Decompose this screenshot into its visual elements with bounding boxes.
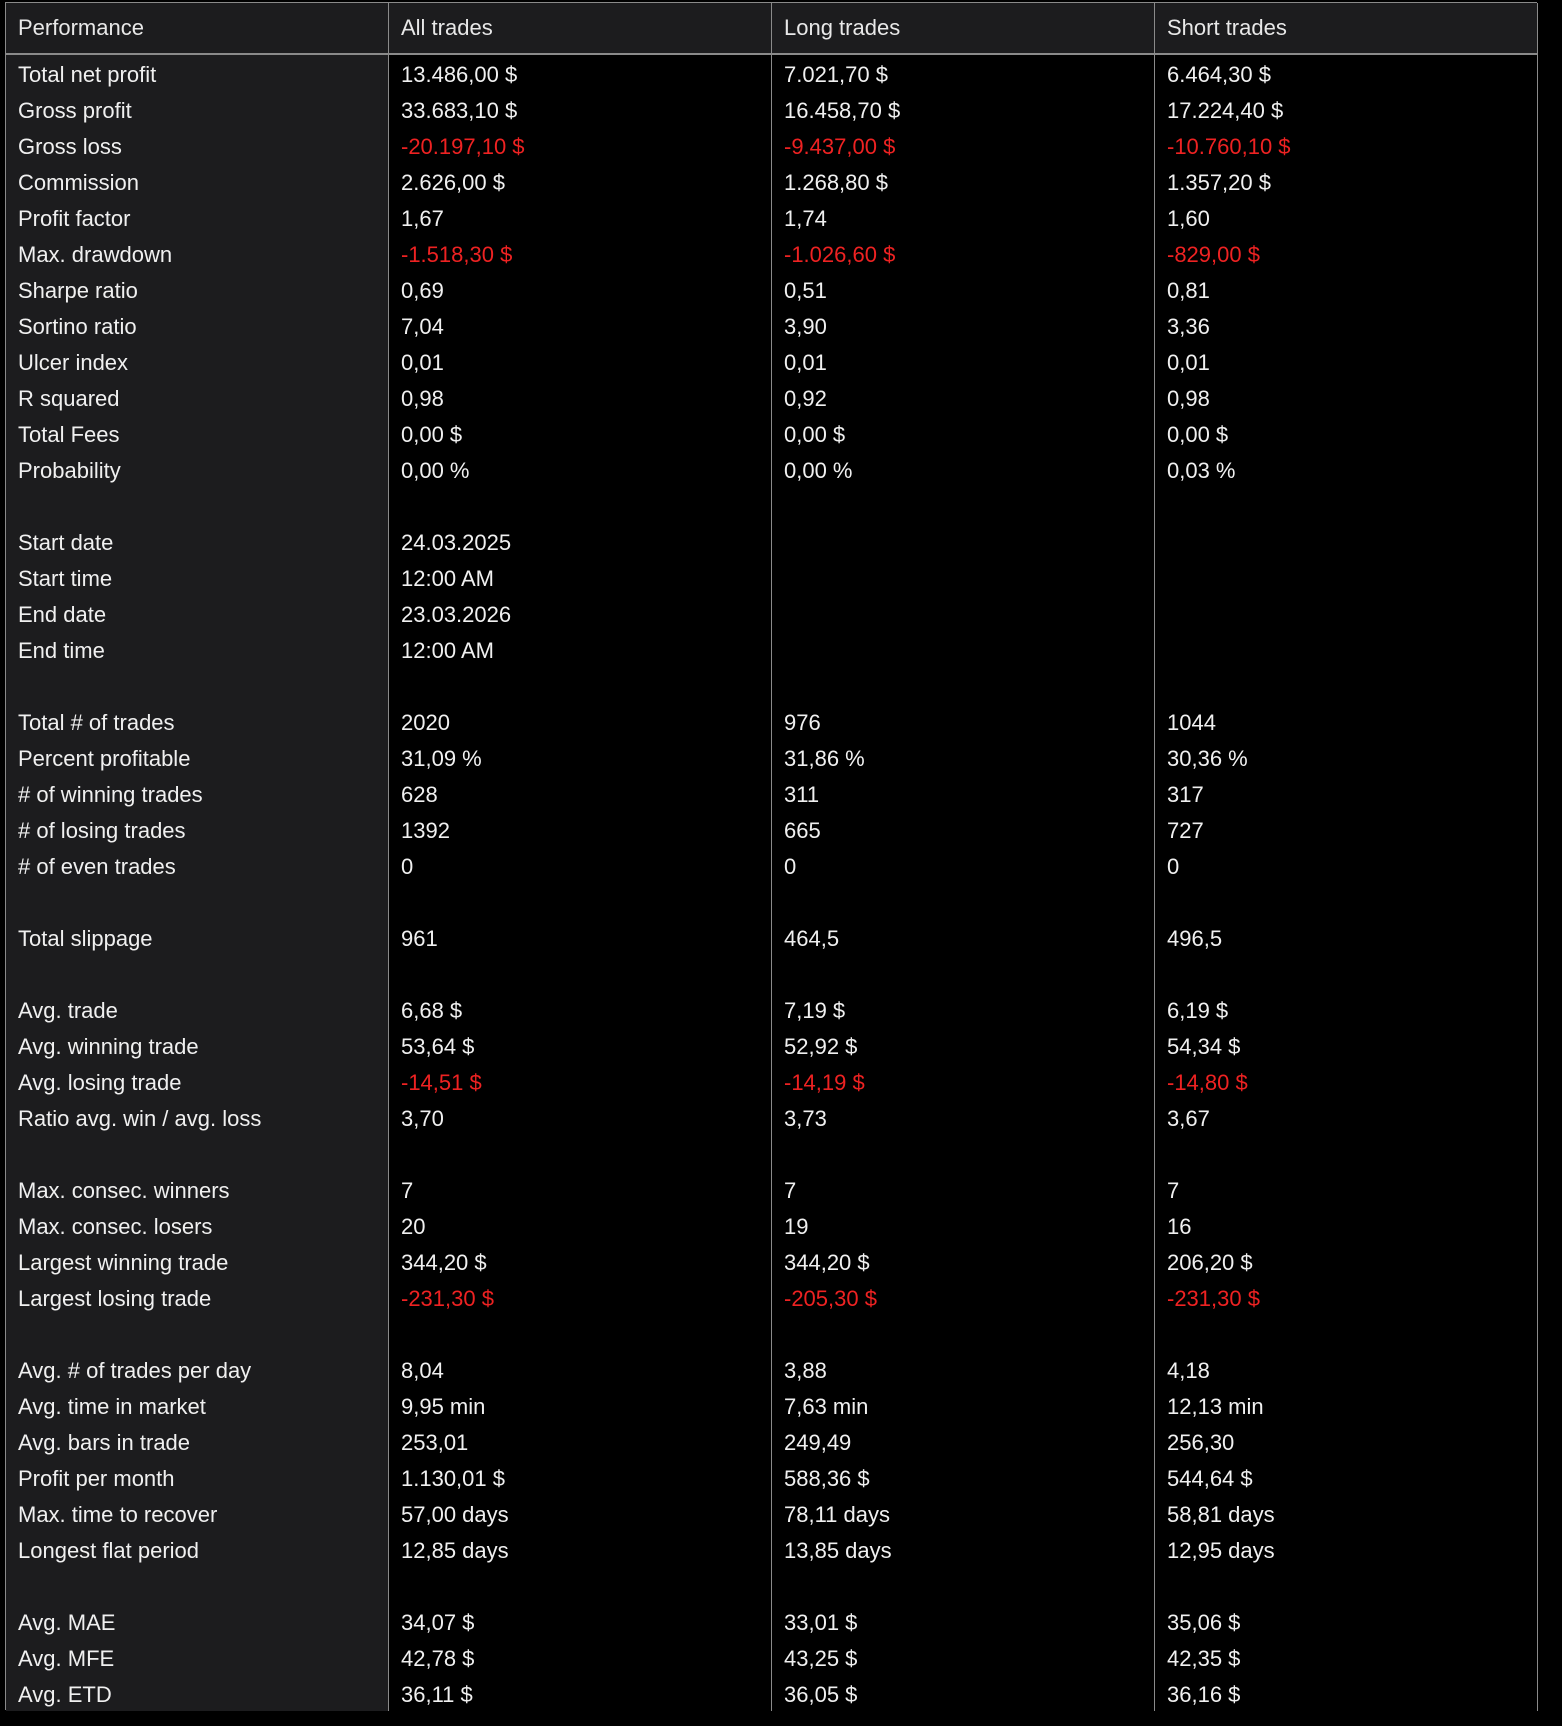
metric-value-short-trades: -14,80 $	[1167, 1070, 1248, 1095]
metric-label: Gross loss	[18, 134, 122, 159]
group-spacer	[6, 957, 388, 993]
metric-value-short-trades: 16	[1167, 1214, 1192, 1239]
group-spacer	[6, 1317, 388, 1353]
metric-value-long-trades: 19	[784, 1214, 809, 1239]
metric-label: Start date	[18, 530, 114, 555]
metric-value-all-trades: 3,70	[401, 1106, 444, 1131]
metric-value-short-trades: -10.760,10 $	[1167, 134, 1291, 159]
metric-value-all-trades: 1392	[401, 818, 450, 843]
metric-value-all-trades: 20	[401, 1214, 426, 1239]
metric-value-short-trades: 1044	[1167, 710, 1216, 735]
metric-value-short-trades	[1155, 597, 1537, 633]
metric-value-all-trades: 1.130,01 $	[401, 1466, 505, 1491]
metric-value-short-trades: 1,60	[1167, 206, 1210, 231]
metric-label: Avg. time in market	[18, 1394, 206, 1419]
metric-value-long-trades: 0	[784, 854, 797, 879]
metric-value-all-trades: 13.486,00 $	[401, 62, 518, 87]
metric-label: Avg. ETD	[18, 1682, 112, 1707]
metric-value-short-trades	[1155, 561, 1537, 597]
group-spacer	[389, 1569, 771, 1605]
performance-report-table	[5, 2, 1537, 1710]
metric-value-long-trades: 43,25 $	[784, 1646, 858, 1671]
metric-value-long-trades: 249,49	[784, 1430, 852, 1455]
metric-value-short-trades: 0,98	[1167, 386, 1210, 411]
metric-label: Total net profit	[18, 62, 157, 87]
metric-value-long-trades: 0,00 %	[784, 458, 853, 483]
metric-value-all-trades: 2020	[401, 710, 450, 735]
metric-value-long-trades: -1.026,60 $	[784, 242, 896, 267]
group-spacer	[6, 1569, 388, 1605]
group-spacer	[772, 885, 1154, 921]
metric-value-all-trades: 344,20 $	[401, 1250, 487, 1275]
metric-label: Probability	[18, 458, 121, 483]
long-trades-column	[772, 55, 1155, 1711]
column-header-all-trades[interactable]: All trades	[389, 3, 772, 55]
metric-value-long-trades	[772, 525, 1154, 561]
metric-label: Max. drawdown	[18, 242, 173, 267]
metric-value-all-trades: -14,51 $	[401, 1070, 482, 1095]
metric-value-short-trades: 0,00 $	[1167, 422, 1229, 447]
metric-value-long-trades: 0,51	[784, 278, 827, 303]
metric-value-all-trades: 253,01	[401, 1430, 469, 1455]
metric-value-all-trades: 23.03.2026	[401, 602, 512, 627]
metric-label: Max. time to recover	[18, 1502, 218, 1527]
metric-value-long-trades: 0,00 $	[784, 422, 846, 447]
metric-value-all-trades: 1,67	[401, 206, 444, 231]
metric-value-all-trades: 31,09 %	[401, 746, 482, 771]
metric-value-short-trades: 3,36	[1167, 314, 1210, 339]
metric-value-short-trades: -231,30 $	[1167, 1286, 1260, 1311]
group-spacer	[389, 1317, 771, 1353]
metric-label: Profit per month	[18, 1466, 175, 1491]
metric-value-short-trades: 6,19 $	[1167, 998, 1229, 1023]
metric-value-all-trades: 9,95 min	[401, 1394, 486, 1419]
group-spacer	[1155, 957, 1537, 993]
metric-value-long-trades	[772, 633, 1154, 669]
metric-label: Avg. trade	[18, 998, 118, 1023]
metric-label: Total # of trades	[18, 710, 175, 735]
metric-labels-column	[6, 55, 389, 1711]
metric-value-long-trades: 464,5	[784, 926, 840, 951]
metric-label: # of winning trades	[18, 782, 203, 807]
metric-value-all-trades: 12:00 AM	[401, 566, 494, 591]
metric-value-all-trades: 8,04	[401, 1358, 444, 1383]
metric-value-short-trades: 30,36 %	[1167, 746, 1248, 771]
metric-value-short-trades: 3,67	[1167, 1106, 1210, 1131]
column-header-short-trades[interactable]: Short trades	[1155, 3, 1538, 55]
metric-label: Avg. winning trade	[18, 1034, 199, 1059]
metric-value-short-trades: 206,20 $	[1167, 1250, 1253, 1275]
metric-value-long-trades: 976	[784, 710, 821, 735]
metric-value-short-trades: 4,18	[1167, 1358, 1210, 1383]
metric-label: Percent profitable	[18, 746, 191, 771]
metric-value-long-trades: 16.458,70 $	[784, 98, 901, 123]
metric-value-short-trades: 0,81	[1167, 278, 1210, 303]
column-header-long-trades[interactable]: Long trades	[772, 3, 1155, 55]
metric-value-long-trades: 3,73	[784, 1106, 827, 1131]
metric-label: Sharpe ratio	[18, 278, 138, 303]
metric-value-long-trades: 7	[784, 1178, 797, 1203]
metric-value-short-trades: 496,5	[1167, 926, 1223, 951]
metric-value-long-trades: 78,11 days	[784, 1502, 891, 1527]
metric-label: Ulcer index	[18, 350, 129, 375]
metric-value-all-trades: 53,64 $	[401, 1034, 475, 1059]
metric-label: Avg. # of trades per day	[18, 1358, 252, 1383]
metric-label: Start time	[18, 566, 113, 591]
metric-value-all-trades: 34,07 $	[401, 1610, 475, 1635]
metric-value-long-trades: 311	[784, 782, 820, 807]
metric-label: End time	[18, 638, 105, 663]
group-spacer	[6, 489, 388, 525]
metric-value-all-trades: 42,78 $	[401, 1646, 475, 1671]
metric-label: Max. consec. losers	[18, 1214, 213, 1239]
metric-value-long-trades: 7.021,70 $	[784, 62, 888, 87]
group-spacer	[772, 957, 1154, 993]
metric-value-all-trades: 2.626,00 $	[401, 170, 505, 195]
metric-label: Profit factor	[18, 206, 131, 231]
metric-value-all-trades: 12:00 AM	[401, 638, 494, 663]
metric-value-short-trades: -829,00 $	[1167, 242, 1260, 267]
metric-value-all-trades: 33.683,10 $	[401, 98, 518, 123]
group-spacer	[1155, 1317, 1537, 1353]
group-spacer	[6, 669, 388, 705]
column-header-performance[interactable]: Performance	[6, 3, 389, 55]
metric-label: End date	[18, 602, 107, 627]
metric-value-all-trades: 628	[401, 782, 438, 807]
metric-value-all-trades: 6,68 $	[401, 998, 463, 1023]
metric-value-short-trades: 1.357,20 $	[1167, 170, 1271, 195]
metric-value-long-trades: 1.268,80 $	[784, 170, 888, 195]
group-spacer	[772, 1137, 1154, 1173]
group-spacer	[1155, 1137, 1537, 1173]
group-spacer	[772, 669, 1154, 705]
metric-label: Sortino ratio	[18, 314, 137, 339]
metric-label: Ratio avg. win / avg. loss	[18, 1106, 262, 1131]
metric-value-long-trades: 13,85 days	[784, 1538, 892, 1563]
metric-value-short-trades: 317	[1167, 782, 1204, 807]
metric-value-short-trades: 0,03 %	[1167, 458, 1236, 483]
metric-value-short-trades: 12,95 days	[1167, 1538, 1275, 1563]
metric-value-short-trades: 58,81 days	[1167, 1502, 1275, 1527]
metric-value-all-trades: 7,04	[401, 314, 444, 339]
metric-value-long-trades	[772, 561, 1154, 597]
metric-value-all-trades: 0,01	[401, 350, 444, 375]
metric-label: Longest flat period	[18, 1538, 200, 1563]
metric-value-all-trades: 12,85 days	[401, 1538, 509, 1563]
group-spacer	[389, 489, 771, 525]
metric-label: Total slippage	[18, 926, 153, 951]
all-trades-column	[389, 55, 772, 1711]
metric-label: Gross profit	[18, 98, 132, 123]
metric-label: Largest losing trade	[18, 1286, 212, 1311]
metric-value-all-trades: 0,69	[401, 278, 444, 303]
metric-value-short-trades: 544,64 $	[1167, 1466, 1253, 1491]
metric-value-short-trades: 7	[1167, 1178, 1180, 1203]
metric-value-all-trades: 0,00 $	[401, 422, 463, 447]
metric-value-long-trades: 52,92 $	[784, 1034, 858, 1059]
group-spacer	[1155, 885, 1537, 921]
metric-value-long-trades: 7,19 $	[784, 998, 846, 1023]
metric-value-short-trades	[1155, 525, 1537, 561]
group-spacer	[1155, 669, 1537, 705]
metric-value-short-trades: 12,13 min	[1167, 1394, 1264, 1419]
metric-value-all-trades: -231,30 $	[401, 1286, 494, 1311]
metric-value-all-trades: 57,00 days	[401, 1502, 509, 1527]
group-spacer	[389, 1137, 771, 1173]
metric-value-all-trades: 36,11 $	[401, 1682, 473, 1707]
metric-value-long-trades: 7,63 min	[784, 1394, 869, 1419]
metric-label: # of even trades	[18, 854, 176, 879]
metric-value-short-trades: 36,16 $	[1167, 1682, 1241, 1707]
metric-value-short-trades: 42,35 $	[1167, 1646, 1241, 1671]
metric-value-all-trades: 24.03.2025	[401, 530, 512, 555]
group-spacer	[1155, 489, 1537, 525]
metric-value-all-trades: 0,00 %	[401, 458, 470, 483]
metric-value-long-trades: 1,74	[784, 206, 827, 231]
metric-label: Avg. bars in trade	[18, 1430, 191, 1455]
group-spacer	[772, 489, 1154, 525]
metric-value-long-trades: 3,88	[784, 1358, 827, 1383]
metric-value-all-trades: -1.518,30 $	[401, 242, 513, 267]
metric-value-long-trades	[772, 597, 1154, 633]
metric-value-long-trades: -9.437,00 $	[784, 134, 896, 159]
metric-label: Max. consec. winners	[18, 1178, 230, 1203]
metric-value-long-trades: 36,05 $	[784, 1682, 858, 1707]
metric-value-all-trades: -20.197,10 $	[401, 134, 525, 159]
metric-value-all-trades: 0,98	[401, 386, 444, 411]
metric-value-long-trades: 344,20 $	[784, 1250, 870, 1275]
metric-label: Largest winning trade	[18, 1250, 229, 1275]
metric-label: Commission	[18, 170, 140, 195]
group-spacer	[6, 1137, 388, 1173]
metric-value-short-trades: 17.224,40 $	[1167, 98, 1284, 123]
group-spacer	[389, 669, 771, 705]
group-spacer	[772, 1569, 1154, 1605]
group-spacer	[389, 885, 771, 921]
metric-value-long-trades: 588,36 $	[784, 1466, 870, 1491]
metric-value-short-trades: 54,34 $	[1167, 1034, 1241, 1059]
metric-value-short-trades: 0	[1167, 854, 1180, 879]
metric-value-long-trades: -205,30 $	[784, 1286, 877, 1311]
metric-value-all-trades: 961	[401, 926, 438, 951]
metric-label: Total Fees	[18, 422, 120, 447]
metric-value-long-trades: 3,90	[784, 314, 827, 339]
metric-value-short-trades: 727	[1167, 818, 1204, 843]
group-spacer	[389, 957, 771, 993]
metric-label: Avg. MAE	[18, 1610, 116, 1635]
metric-value-long-trades: 0,01	[784, 350, 827, 375]
metric-value-short-trades	[1155, 633, 1537, 669]
metric-label: Avg. losing trade	[18, 1070, 182, 1095]
group-spacer	[1155, 1569, 1537, 1605]
metric-value-long-trades: 0,92	[784, 386, 827, 411]
metric-label: # of losing trades	[18, 818, 186, 843]
metric-value-short-trades: 256,30	[1167, 1430, 1235, 1455]
metric-value-short-trades: 6.464,30 $	[1167, 62, 1271, 87]
metric-value-long-trades: 31,86 %	[784, 746, 865, 771]
metric-value-all-trades: 7	[401, 1178, 414, 1203]
metric-value-short-trades: 35,06 $	[1167, 1610, 1241, 1635]
metric-value-long-trades: -14,19 $	[784, 1070, 865, 1095]
metric-value-short-trades: 0,01	[1167, 350, 1210, 375]
metric-value-all-trades: 0	[401, 854, 414, 879]
short-trades-column	[1155, 55, 1538, 1711]
metric-value-long-trades: 665	[784, 818, 821, 843]
metric-value-long-trades: 33,01 $	[784, 1610, 858, 1635]
metric-label: R squared	[18, 386, 120, 411]
group-spacer	[772, 1317, 1154, 1353]
group-spacer	[6, 885, 388, 921]
metric-label: Avg. MFE	[18, 1646, 115, 1671]
